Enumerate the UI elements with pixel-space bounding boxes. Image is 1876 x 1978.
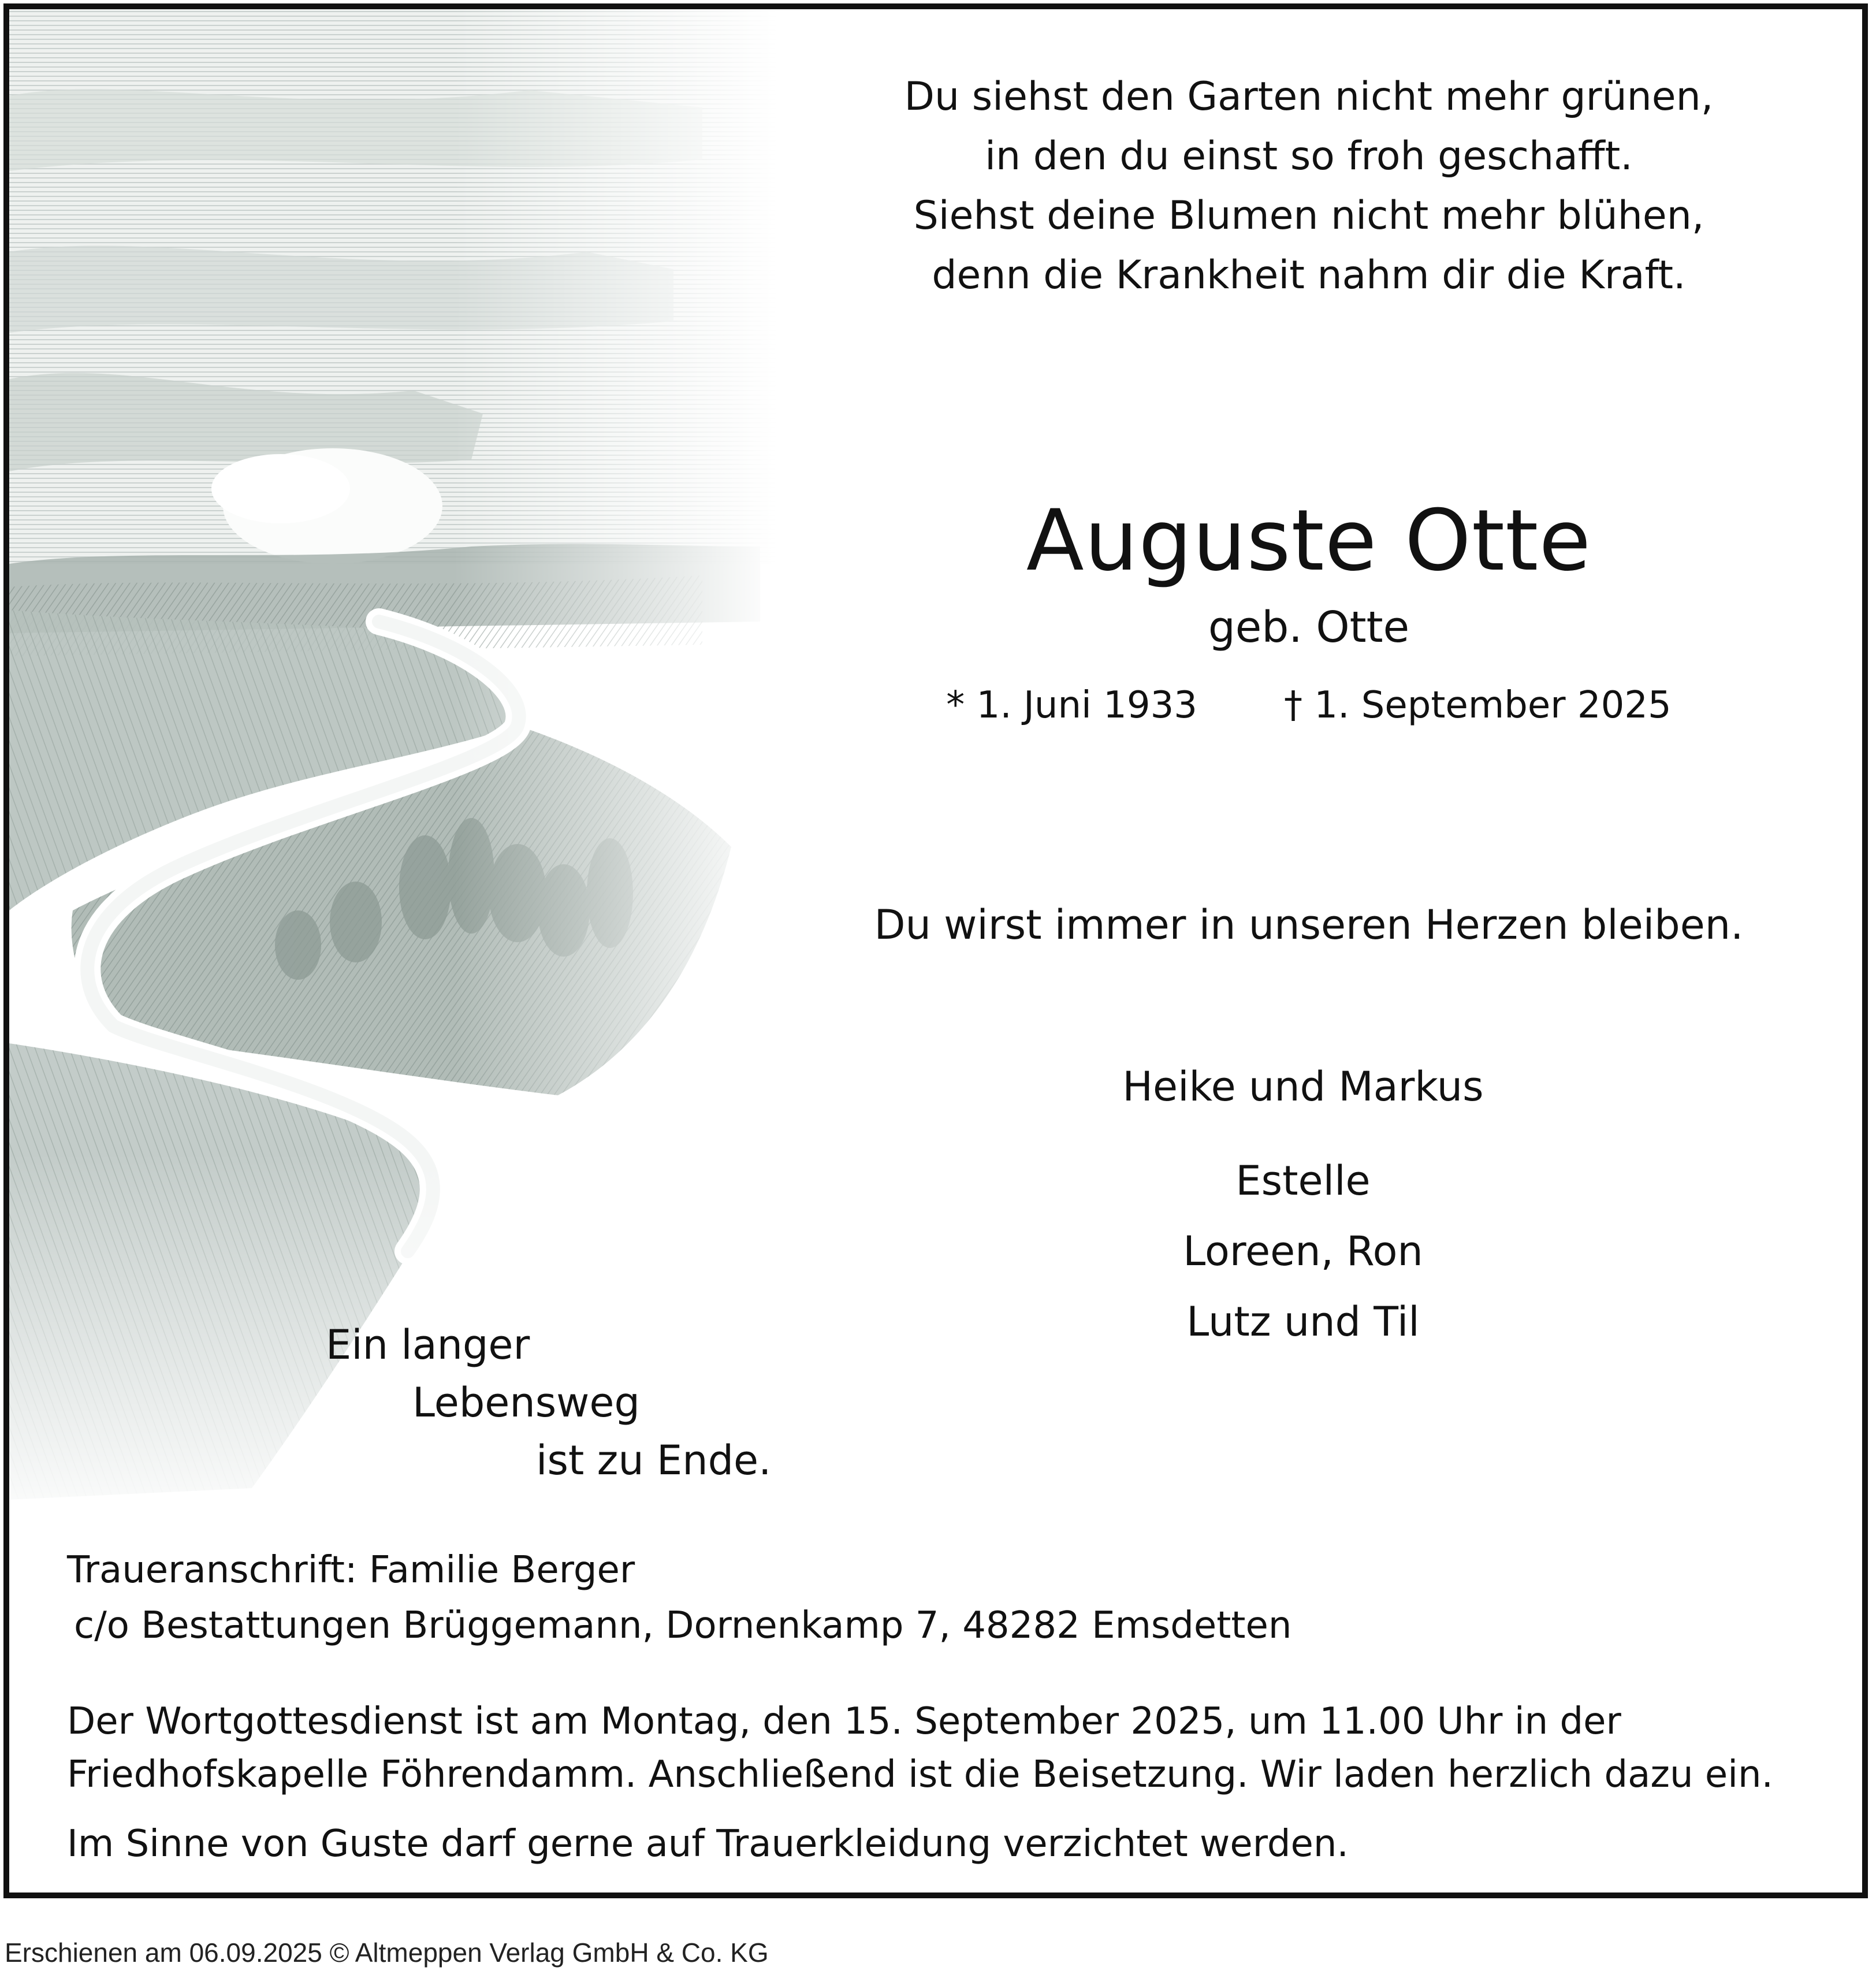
address-line: c/o Bestattungen Brüggemann, Dornenkamp 7, 48282 Emsdetten bbox=[74, 1604, 1292, 1647]
family-list bbox=[760, 1058, 1846, 1357]
life-path-text bbox=[326, 1316, 771, 1489]
life-path-line: ist zu Ende. bbox=[536, 1437, 772, 1484]
family-heading: Heike und Markus bbox=[1122, 1063, 1484, 1110]
publication-credit: Erschienen am 06.09.2025 © Altmeppen Verlag GmbH & Co. KG bbox=[5, 1938, 769, 1968]
dress-note: Im Sinne von Guste darf gerne auf Trauerkleidung verzichtet werden. bbox=[67, 1823, 1349, 1865]
obituary-frame bbox=[3, 3, 1868, 1898]
poem-line: denn die Krankheit nahm dir die Kraft. bbox=[932, 252, 1686, 298]
life-path-line: Lebensweg bbox=[412, 1379, 640, 1426]
life-dates bbox=[760, 679, 1858, 731]
service-line: Friedhofskapelle Föhrendamm. Anschließend ist die Beisetzung. Wir laden herzlich dazu ein. bbox=[67, 1753, 1773, 1796]
death-date: † 1. September 2025 bbox=[1284, 684, 1672, 727]
motto: Du wirst immer in unseren Herzen bleiben. bbox=[874, 901, 1744, 949]
poem bbox=[760, 67, 1858, 305]
birth-date: * 1. Juni 1933 bbox=[946, 684, 1198, 727]
family-member: Estelle bbox=[1235, 1157, 1371, 1204]
poem-line: in den du einst so froh geschafft. bbox=[985, 133, 1633, 179]
service-line: Der Wortgottesdienst ist am Montag, den 15. September 2025, um 11.00 Uhr in der bbox=[67, 1700, 1621, 1743]
mourning-address bbox=[67, 1542, 1291, 1653]
landscape-sketch-image bbox=[9, 9, 818, 1534]
family-member: Lutz und Til bbox=[1186, 1298, 1420, 1345]
poem-line: Siehst deine Blumen nicht mehr blühen, bbox=[913, 193, 1704, 239]
deceased-name: Auguste Otte bbox=[1026, 492, 1592, 590]
address-line: Traueranschrift: Familie Berger bbox=[67, 1549, 635, 1592]
birth-name: geb. Otte bbox=[1208, 603, 1410, 652]
service-info bbox=[67, 1695, 1773, 1801]
life-path-line: Ein langer bbox=[326, 1321, 530, 1369]
poem-line: Du siehst den Garten nicht mehr grünen, bbox=[904, 74, 1714, 120]
family-member: Loreen, Ron bbox=[1183, 1228, 1423, 1275]
